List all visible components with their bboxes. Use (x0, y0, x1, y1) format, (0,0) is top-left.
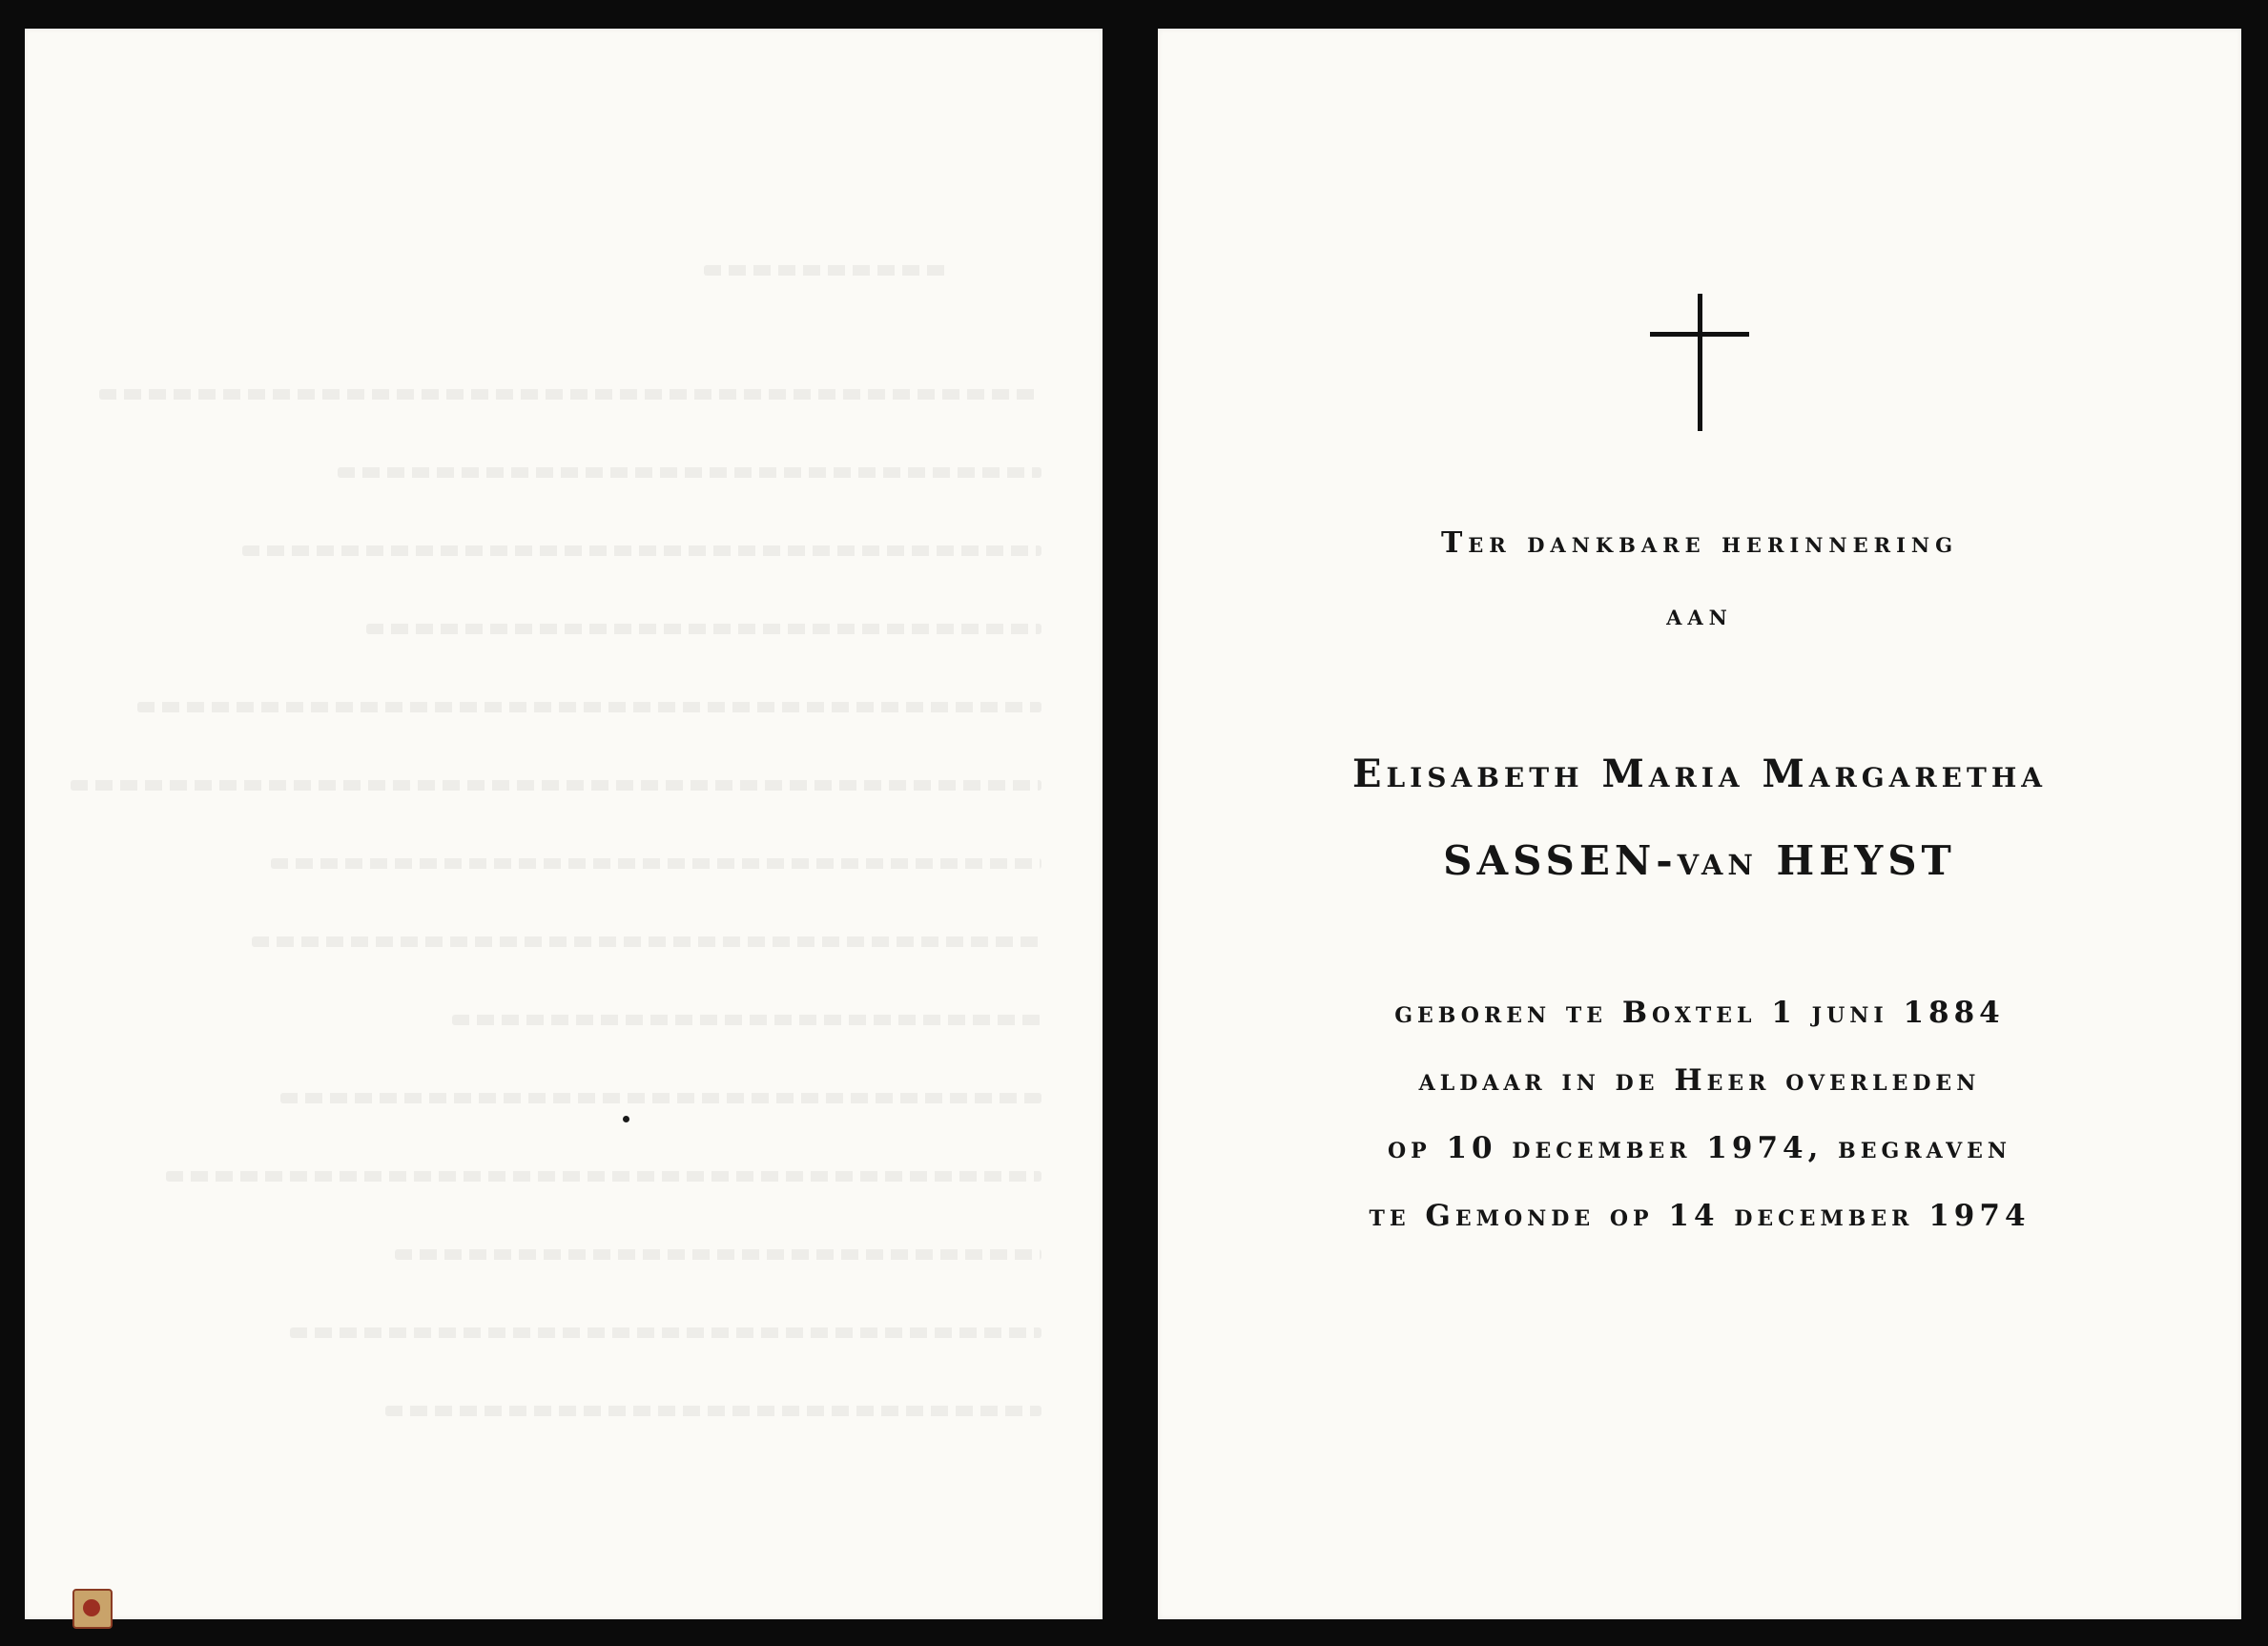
bleed-through-line (385, 1406, 1041, 1416)
bleed-through-line (99, 389, 1041, 400)
bleed-through-line (366, 624, 1041, 634)
card-heading: Ter dankbare herinnering (1440, 526, 1959, 560)
front-page (1158, 29, 2241, 1619)
death-line-1: aldaar in de Heer overleden (1418, 1063, 1981, 1098)
latin-cross-icon (1650, 294, 1749, 431)
seal-icon (72, 1589, 113, 1629)
death-line-2: op 10 december 1974, begraven (1387, 1131, 2012, 1165)
bleed-through-line (137, 702, 1041, 712)
bleed-through-line (395, 1249, 1041, 1260)
card-preposition: aan (1666, 599, 1733, 632)
bleed-through-line (252, 936, 1041, 947)
given-names: Elisabeth Maria Margaretha (1352, 751, 2047, 796)
ink-speck (623, 1116, 629, 1122)
burial-line: te Gemonde op 14 december 1974 (1369, 1199, 2031, 1233)
bleed-through-line (280, 1093, 1041, 1103)
birth-line: geboren te Boxtel 1 juni 1884 (1394, 996, 2005, 1030)
bleed-through-line (271, 858, 1041, 869)
bleed-through-line (71, 780, 1041, 791)
bleed-through-line (290, 1327, 1041, 1338)
bleed-through-line (338, 467, 1041, 478)
back-page (25, 29, 1103, 1619)
surname: SASSEN-van HEYST (1443, 837, 1956, 884)
bleed-through-line (452, 1015, 1041, 1025)
bleed-through-line (704, 265, 952, 276)
bleed-through-line (166, 1171, 1041, 1182)
bleed-through-line (242, 545, 1041, 556)
